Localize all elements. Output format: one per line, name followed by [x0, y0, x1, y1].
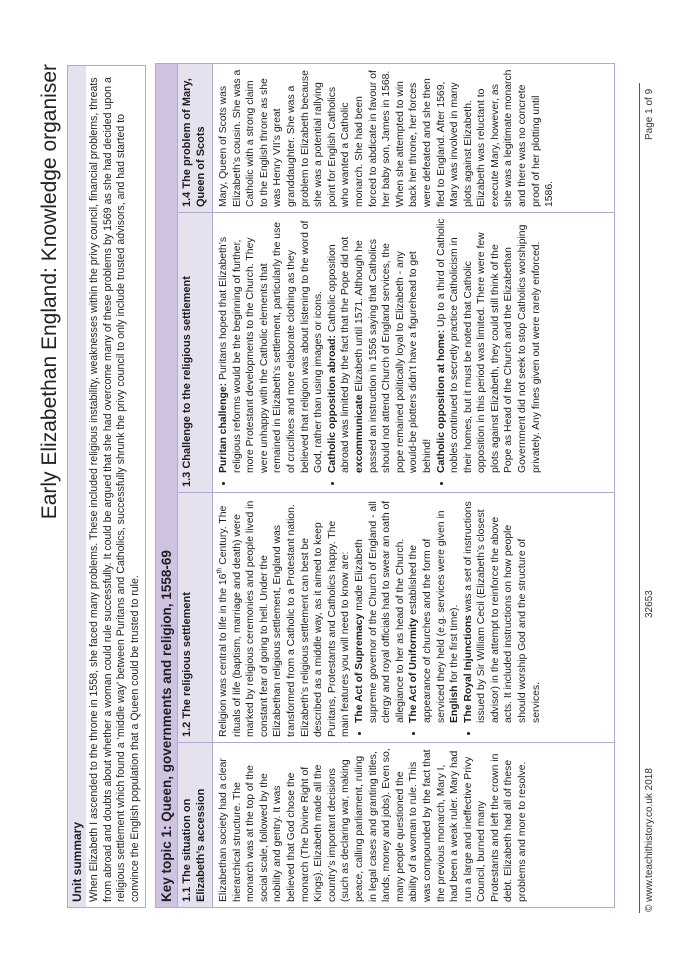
bullet-emphasis: excommunicate: [353, 394, 365, 473]
list-item: [407, 498, 461, 723]
unit-summary-text: When Elizabeth I ascended to the throne in 1558, she faced many problems. These included religious instability, weaknesses within the privy council, financial problems, threats from abroad and doubts about whether a woman could rule successfully. It could be argued that she had overcome many of these problems by 1569 as she had decided upon a religious settlement which found a ‘middle way’ between Puritans and Catholics, successfully shrunk the privy council to only include trusted advisors, and had started to convince the English population that a Queen could be trusted to rule.: [88, 77, 141, 902]
key-topic-table: [155, 63, 615, 908]
column-religious-settlement: [178, 492, 615, 742]
bullet-text: Elizabeth until 1571. Although he passed an instruction in 1556 saying that Catholics should not attend Church of England services, the pope remained politically loyal to Elizabeth - any would-be plotters didn’t have a figurehead to get behind!: [353, 239, 433, 473]
column-text: Elizabethan society had a clear hierarchical structure. The monarch was at the top of the social scale, followed by the nobility and gentry. It was believed that God chose the monarch (The Divine Right of Kings). Elizabeth made all the country’s important decisions (such as declaring war, making peace, calling parliament, ruling in legal cases and granting titles, lands, money and jobs). Even so, many people questioned the ability of a woman to rule. This was compounded by the fact that the previous monarch, Mary I, had been a weak ruler. Mary had run a large and ineffective Privy Council, burned many Protestants and left the crown in debt. Elizabeth had all of these problems and more to resolve.: [218, 748, 529, 902]
column-text: Mary, Queen of Scots was Elizabeth’s cousin. She was a Catholic with a strong claim to the English throne as she was Henry VII’s great granddaughter. She was a problem to Elizabeth because she was a potential rallying point for English Catholics who wanted a Catholic monarch. She had been forced to abdicate in favour of her baby son, James in 1568. When she attempted to win back her throne, her forces were defeated and she then fled to England. After 1569, Mary was involved in many plots against Elizabeth. Elizabeth was reluctant to execute Mary, however, as she was a legitimate monarch and there was no concrete proof of her plotting until 1586.: [218, 69, 556, 207]
column-situation-accession: [178, 742, 615, 907]
footer-divider: [639, 83, 640, 913]
bullet-text: was a set of instructions issued by Sir William Cecil (Elizabeth’s closest advisor) in the attempt to reinforce the above acts. It included instructions on how people should worship God and the structure of services.: [462, 501, 542, 723]
page-title: Early Elizabethan England: Knowledge organiser: [38, 64, 61, 520]
column-intro: [217, 498, 353, 737]
footer-copyright: © www.teachithistory.co.uk 2018: [644, 768, 655, 912]
column-heading: 1.1 The situation on Elizabeth’s accession: [178, 743, 213, 907]
intro-text: Century. The rituals of life (baptism, marriage and death) were marked by religious ceremonies and people lived in constant fear of going to hell. Under the Elizabethan religious settlement, England was transformed from a Catholic to a Protestant nation. Elizabeth’s religious settlement can best be described as a middle way, as it aimed to keep Puritans, Protestants and Catholics happy. The main features you will need to know are:: [218, 500, 352, 737]
column-heading: 1.2 The religious settlement: [178, 493, 213, 742]
bullet-text: Catholic opposition abroad was limited by the fact that the Pope did not: [326, 236, 352, 473]
key-topic-title: Key topic 1: Queen, governments and religion, 1558-69: [156, 64, 178, 907]
bullet-term: Puritan challenge:: [218, 382, 229, 473]
column-heading: 1.4 The problem of Mary, Queen of Scots: [178, 64, 213, 212]
bullet-text: for the first time).: [449, 604, 461, 686]
footer-page-number: Page 1 of 9: [644, 88, 655, 140]
bullet-term: The Act of Uniformity: [408, 617, 420, 723]
list-item: [326, 218, 435, 473]
bullet-text: made Elizabeth supreme governor of the Church of England - all clergy and royal officials had to swear an oath of allegiance to her as head of the Church.: [353, 500, 406, 723]
bullet-text: Puritans hoped that Elizabeth’s religious reforms would be the beginning of further, more Protestant developments to the Church. They were unhappy with the Catholic elements that remained in Elizabeth’s settlement, particularly the use of crucifixes and more elaborate clothing as they believed that religion was about listening to the word of God, rather than using images or icons.: [218, 220, 325, 473]
bullet-term: Catholic opposition at home:: [435, 329, 447, 473]
intro-text: Religion was central to life in the 16: [218, 573, 229, 737]
footer-code: 32653: [644, 590, 655, 618]
list-item: [462, 498, 544, 723]
bullet-text: Up to a third of Catholic nobles continued to secretly practice Catholicism in their homes, but it must be noted that Catholic opposition in this period was limited. There were few plots against Elizabeth, they could still think of the Pope as Head of the Church and the Elizabethan Government did not seek to stop Catholics worshiping privately. Any fines given out were rarely enforced.: [435, 218, 542, 473]
column-heading: 1.3 Challenge to the religious settlement: [178, 213, 213, 492]
bullet-term: The Act of Supremacy: [353, 613, 365, 723]
unit-summary-box: [67, 65, 146, 908]
bullet-emphasis: English: [449, 685, 461, 723]
bullet-text: established the appearance of churches and the form of serviced they held (e.g. services were given in: [408, 510, 447, 723]
bullet-term: Catholic opposition abroad:: [326, 335, 338, 473]
column-challenge-settlement: [178, 212, 615, 492]
column-mary-queen-of-scots: [178, 64, 615, 212]
ordinal-suffix: th: [216, 567, 224, 574]
list-item: [435, 218, 544, 473]
unit-summary-heading: Unit summary: [68, 66, 86, 907]
bullet-term: The Royal Injunctions: [462, 615, 474, 723]
list-item: [217, 218, 326, 473]
list-item: [353, 498, 407, 723]
